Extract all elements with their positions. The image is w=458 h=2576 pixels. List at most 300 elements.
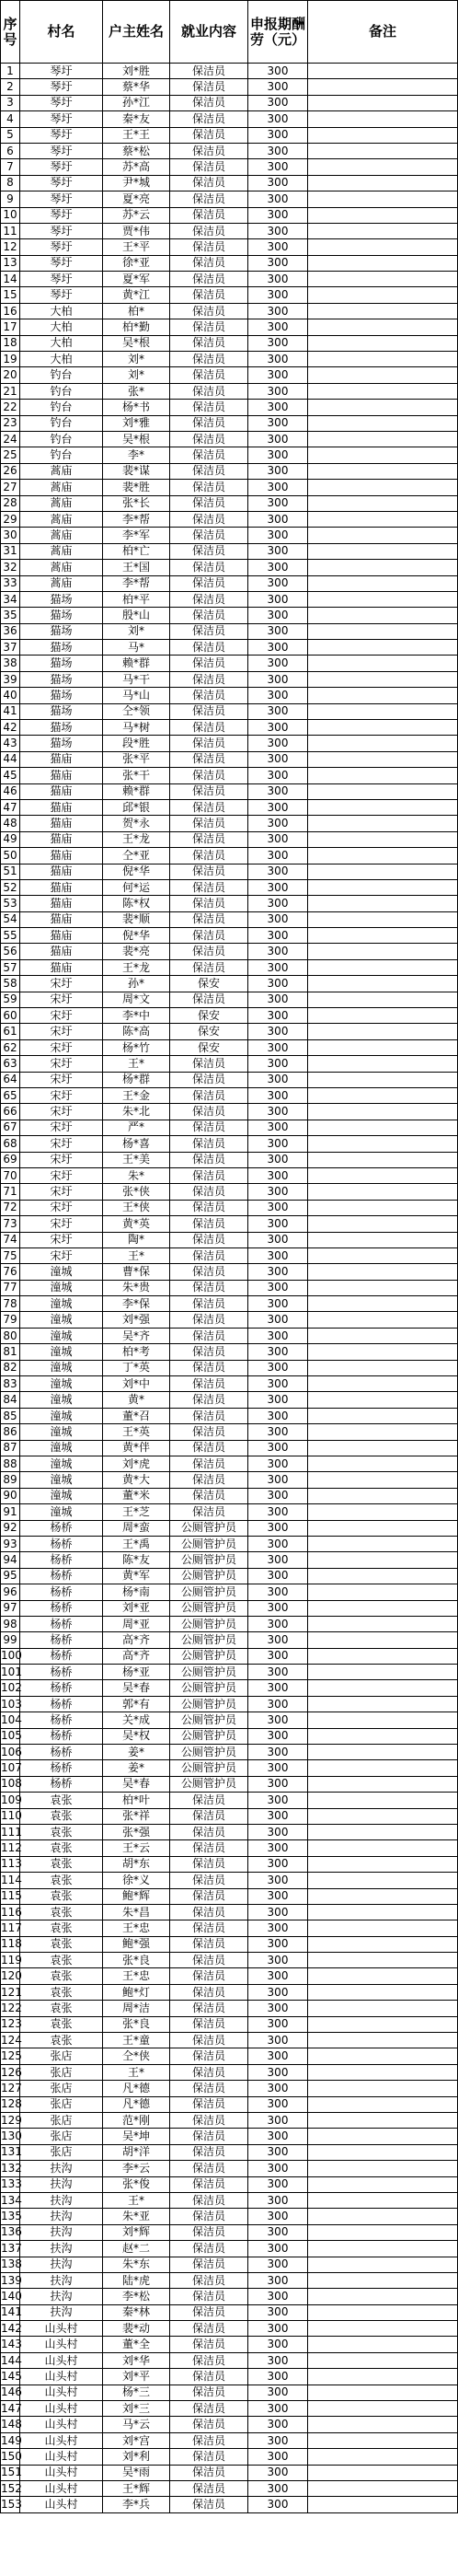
cell-householder: 夏*军 bbox=[103, 272, 170, 287]
table-row bbox=[1, 992, 458, 1007]
cell-village: 扶沟 bbox=[20, 2209, 103, 2224]
cell-householder: 邱*银 bbox=[103, 799, 170, 815]
table-row bbox=[1, 1968, 458, 1984]
cell-job: 保洁员 bbox=[170, 480, 248, 495]
cell-remark bbox=[308, 1808, 458, 1824]
cell-pay: 300 bbox=[248, 1568, 308, 1584]
table-row bbox=[1, 1167, 458, 1183]
cell-pay: 300 bbox=[248, 223, 308, 238]
cell-job: 保洁员 bbox=[170, 1247, 248, 1263]
cell-index: 128 bbox=[1, 2096, 20, 2112]
table-row bbox=[1, 1184, 458, 1200]
cell-index: 67 bbox=[1, 1120, 20, 1135]
cell-job: 保洁员 bbox=[170, 319, 248, 335]
cell-pay: 300 bbox=[248, 480, 308, 495]
cell-remark bbox=[308, 2257, 458, 2272]
cell-pay: 300 bbox=[248, 928, 308, 944]
table-row bbox=[1, 1808, 458, 1824]
cell-pay: 300 bbox=[248, 688, 308, 703]
cell-householder: 柏*平 bbox=[103, 591, 170, 607]
cell-index: 92 bbox=[1, 1520, 20, 1536]
cell-village: 扶沟 bbox=[20, 2289, 103, 2304]
cell-village: 猫场 bbox=[20, 608, 103, 623]
cell-pay: 300 bbox=[248, 255, 308, 271]
cell-remark bbox=[308, 400, 458, 415]
cell-village: 杨桥 bbox=[20, 1552, 103, 1568]
cell-pay: 300 bbox=[248, 1808, 308, 1824]
cell-job: 公厕管护员 bbox=[170, 1680, 248, 1696]
cell-householder: 段*胜 bbox=[103, 736, 170, 751]
cell-householder: 张* bbox=[103, 383, 170, 399]
cell-pay: 300 bbox=[248, 1456, 308, 1471]
cell-job: 保洁员 bbox=[170, 992, 248, 1007]
cell-pay: 300 bbox=[248, 495, 308, 511]
cell-householder: 马*树 bbox=[103, 720, 170, 736]
cell-job: 保洁员 bbox=[170, 560, 248, 575]
cell-householder: 张*良 bbox=[103, 1953, 170, 1968]
cell-index: 74 bbox=[1, 1232, 20, 1247]
cell-job: 保洁员 bbox=[170, 2385, 248, 2400]
table-row bbox=[1, 1504, 458, 1520]
cell-job: 保洁员 bbox=[170, 720, 248, 736]
cell-village: 蒿庙 bbox=[20, 543, 103, 559]
cell-remark bbox=[308, 1120, 458, 1135]
cell-index: 18 bbox=[1, 335, 20, 351]
cell-householder: 朱* bbox=[103, 1167, 170, 1183]
cell-pay: 300 bbox=[248, 335, 308, 351]
cell-village: 琴圩 bbox=[20, 143, 103, 158]
cell-village: 扶沟 bbox=[20, 2224, 103, 2240]
cell-village: 猫庙 bbox=[20, 928, 103, 944]
table-row bbox=[1, 1680, 458, 1696]
cell-index: 64 bbox=[1, 1072, 20, 1087]
cell-village: 杨桥 bbox=[20, 1600, 103, 1616]
cell-job: 保洁员 bbox=[170, 2480, 248, 2496]
cell-pay: 300 bbox=[248, 191, 308, 207]
cell-index: 141 bbox=[1, 2304, 20, 2320]
cell-village: 扶沟 bbox=[20, 2192, 103, 2208]
table-row bbox=[1, 608, 458, 623]
cell-job: 保洁员 bbox=[170, 1408, 248, 1423]
cell-village: 宋圩 bbox=[20, 1167, 103, 1183]
cell-job: 保洁员 bbox=[170, 736, 248, 751]
cell-village: 琴圩 bbox=[20, 191, 103, 207]
cell-job: 公厕管护员 bbox=[170, 1616, 248, 1631]
cell-village: 袁张 bbox=[20, 1920, 103, 1936]
cell-householder: 胡*洋 bbox=[103, 2144, 170, 2160]
cell-village: 琴圩 bbox=[20, 239, 103, 255]
table-row bbox=[1, 2033, 458, 2048]
cell-remark bbox=[308, 671, 458, 687]
cell-index: 112 bbox=[1, 1840, 20, 1856]
table-row bbox=[1, 1296, 458, 1312]
cell-pay: 300 bbox=[248, 1328, 308, 1343]
cell-index: 22 bbox=[1, 400, 20, 415]
cell-householder: 柏* bbox=[103, 303, 170, 319]
cell-index: 114 bbox=[1, 1873, 20, 1888]
cell-pay: 300 bbox=[248, 1552, 308, 1568]
cell-village: 山头村 bbox=[20, 2369, 103, 2385]
cell-job: 保洁员 bbox=[170, 303, 248, 319]
cell-job: 保洁员 bbox=[170, 831, 248, 847]
cell-householder: 黄*大 bbox=[103, 1472, 170, 1488]
cell-pay: 300 bbox=[248, 1600, 308, 1616]
cell-index: 113 bbox=[1, 1856, 20, 1872]
cell-job: 保洁员 bbox=[170, 928, 248, 944]
table-row bbox=[1, 976, 458, 992]
cell-householder: 高*齐 bbox=[103, 1632, 170, 1648]
table-row bbox=[1, 2465, 458, 2480]
cell-job: 保洁员 bbox=[170, 2096, 248, 2112]
cell-job: 保洁员 bbox=[170, 1808, 248, 1824]
cell-remark bbox=[308, 383, 458, 399]
cell-remark bbox=[308, 1504, 458, 1520]
cell-pay: 300 bbox=[248, 2465, 308, 2480]
cell-pay: 300 bbox=[248, 1953, 308, 1968]
cell-village: 琴圩 bbox=[20, 272, 103, 287]
cell-job: 保洁员 bbox=[170, 623, 248, 639]
cell-remark bbox=[308, 528, 458, 543]
cell-job: 保洁员 bbox=[170, 2289, 248, 2304]
table-row bbox=[1, 2272, 458, 2288]
cell-householder: 李*兵 bbox=[103, 2497, 170, 2512]
cell-householder: 凡*德 bbox=[103, 2081, 170, 2096]
table-row bbox=[1, 1056, 458, 1072]
cell-householder: 朱*贵 bbox=[103, 1280, 170, 1295]
table-row bbox=[1, 799, 458, 815]
cell-remark bbox=[308, 1793, 458, 1808]
cell-job: 保洁员 bbox=[170, 816, 248, 831]
cell-pay: 300 bbox=[248, 383, 308, 399]
cell-index: 76 bbox=[1, 1264, 20, 1280]
cell-job: 保洁员 bbox=[170, 2113, 248, 2129]
cell-job: 保洁员 bbox=[170, 431, 248, 447]
cell-pay: 300 bbox=[248, 1793, 308, 1808]
cell-job: 保洁员 bbox=[170, 959, 248, 975]
cell-index: 131 bbox=[1, 2144, 20, 2160]
cell-householder: 吴*齐 bbox=[103, 1328, 170, 1343]
cell-village: 琴圩 bbox=[20, 111, 103, 127]
table-row bbox=[1, 2385, 458, 2400]
table-row bbox=[1, 175, 458, 191]
cell-job: 保安 bbox=[170, 1008, 248, 1024]
cell-village: 猫场 bbox=[20, 671, 103, 687]
cell-index: 10 bbox=[1, 207, 20, 223]
cell-village: 张店 bbox=[20, 2113, 103, 2129]
cell-village: 大柏 bbox=[20, 352, 103, 367]
cell-householder: 王*国 bbox=[103, 560, 170, 575]
cell-village: 宋圩 bbox=[20, 1072, 103, 1087]
cell-pay: 300 bbox=[248, 2224, 308, 2240]
cell-remark bbox=[308, 2432, 458, 2448]
cell-pay: 300 bbox=[248, 2272, 308, 2288]
cell-village: 山头村 bbox=[20, 2337, 103, 2352]
cell-householder: 姜* bbox=[103, 1760, 170, 1776]
cell-job: 保洁员 bbox=[170, 1104, 248, 1120]
cell-remark bbox=[308, 511, 458, 527]
cell-pay: 300 bbox=[248, 463, 308, 479]
table-row bbox=[1, 1392, 458, 1408]
cell-village: 杨桥 bbox=[20, 1536, 103, 1551]
table-row bbox=[1, 159, 458, 175]
cell-village: 宋圩 bbox=[20, 1008, 103, 1024]
cell-householder: 刘* bbox=[103, 367, 170, 383]
cell-remark bbox=[308, 1856, 458, 1872]
cell-householder: 朱*亚 bbox=[103, 2209, 170, 2224]
cell-pay: 300 bbox=[248, 1584, 308, 1600]
cell-index: 133 bbox=[1, 2176, 20, 2192]
cell-remark bbox=[308, 640, 458, 656]
cell-job: 保洁员 bbox=[170, 335, 248, 351]
cell-village: 大柏 bbox=[20, 303, 103, 319]
cell-job: 公厕管护员 bbox=[170, 1776, 248, 1792]
cell-village: 杨桥 bbox=[20, 1665, 103, 1680]
cell-village: 山头村 bbox=[20, 2465, 103, 2480]
table-row bbox=[1, 319, 458, 335]
cell-pay: 300 bbox=[248, 95, 308, 110]
cell-village: 潼城 bbox=[20, 1440, 103, 1456]
table-row bbox=[1, 511, 458, 527]
cell-job: 保洁员 bbox=[170, 2417, 248, 2432]
cell-pay: 300 bbox=[248, 671, 308, 687]
cell-village: 猫庙 bbox=[20, 783, 103, 799]
cell-job: 保洁员 bbox=[170, 703, 248, 719]
cell-householder: 王*英 bbox=[103, 1424, 170, 1440]
cell-remark bbox=[308, 2417, 458, 2432]
cell-pay: 300 bbox=[248, 656, 308, 671]
cell-index: 98 bbox=[1, 1616, 20, 1631]
cell-job: 保洁员 bbox=[170, 2321, 248, 2337]
cell-remark bbox=[308, 1776, 458, 1792]
cell-index: 34 bbox=[1, 591, 20, 607]
cell-job: 保洁员 bbox=[170, 207, 248, 223]
cell-pay: 300 bbox=[248, 1232, 308, 1247]
cell-index: 58 bbox=[1, 976, 20, 992]
cell-pay: 300 bbox=[248, 2129, 308, 2144]
cell-village: 袁张 bbox=[20, 1856, 103, 1872]
table-row bbox=[1, 367, 458, 383]
cell-index: 30 bbox=[1, 528, 20, 543]
cell-index: 48 bbox=[1, 816, 20, 831]
table-row bbox=[1, 720, 458, 736]
cell-village: 宋圩 bbox=[20, 1152, 103, 1167]
cell-job: 保洁员 bbox=[170, 543, 248, 559]
table-row bbox=[1, 1568, 458, 1584]
cell-householder: 王* bbox=[103, 1056, 170, 1072]
cell-index: 125 bbox=[1, 2048, 20, 2064]
cell-remark bbox=[308, 2352, 458, 2368]
cell-index: 49 bbox=[1, 831, 20, 847]
cell-pay: 300 bbox=[248, 816, 308, 831]
table-row bbox=[1, 1665, 458, 1680]
cell-index: 63 bbox=[1, 1056, 20, 1072]
cell-index: 121 bbox=[1, 1984, 20, 2000]
cell-pay: 300 bbox=[248, 1472, 308, 1488]
table-row bbox=[1, 1728, 458, 1744]
cell-index: 59 bbox=[1, 992, 20, 1007]
cell-householder: 杨*三 bbox=[103, 2385, 170, 2400]
cell-job: 保洁员 bbox=[170, 2129, 248, 2144]
table-row bbox=[1, 1360, 458, 1375]
cell-job: 保洁员 bbox=[170, 2272, 248, 2288]
cell-householder: 陆*虎 bbox=[103, 2272, 170, 2288]
cell-index: 42 bbox=[1, 720, 20, 736]
cell-index: 124 bbox=[1, 2033, 20, 2048]
cell-index: 130 bbox=[1, 2129, 20, 2144]
cell-remark bbox=[308, 1665, 458, 1680]
cell-job: 保洁员 bbox=[170, 1200, 248, 1215]
cell-village: 钓台 bbox=[20, 431, 103, 447]
cell-job: 保洁员 bbox=[170, 383, 248, 399]
cell-remark bbox=[308, 1536, 458, 1551]
table-row bbox=[1, 2176, 458, 2192]
cell-pay: 300 bbox=[248, 1104, 308, 1120]
cell-remark bbox=[308, 1552, 458, 1568]
cell-remark bbox=[308, 1104, 458, 1120]
cell-village: 宋圩 bbox=[20, 1039, 103, 1055]
cell-remark bbox=[308, 1088, 458, 1104]
cell-pay: 300 bbox=[248, 1488, 308, 1503]
cell-householder: 李* bbox=[103, 447, 170, 463]
cell-pay: 300 bbox=[248, 1728, 308, 1744]
cell-householder: 张*平 bbox=[103, 751, 170, 767]
cell-index: 104 bbox=[1, 1712, 20, 1728]
cell-householder: 杨*竹 bbox=[103, 1039, 170, 1055]
cell-householder: 王*侠 bbox=[103, 1200, 170, 1215]
cell-index: 95 bbox=[1, 1568, 20, 1584]
cell-village: 宋圩 bbox=[20, 1104, 103, 1120]
cell-pay: 300 bbox=[248, 2417, 308, 2432]
table-row bbox=[1, 2480, 458, 2496]
cell-job: 保洁员 bbox=[170, 1904, 248, 1920]
cell-remark bbox=[308, 688, 458, 703]
cell-householder: 吴*根 bbox=[103, 335, 170, 351]
cell-village: 袁张 bbox=[20, 1793, 103, 1808]
cell-remark bbox=[308, 2209, 458, 2224]
cell-remark bbox=[308, 319, 458, 335]
cell-householder: 郭*有 bbox=[103, 1696, 170, 1712]
cell-village: 琴圩 bbox=[20, 287, 103, 303]
cell-village: 山头村 bbox=[20, 2449, 103, 2465]
cell-job: 保洁员 bbox=[170, 2352, 248, 2368]
cell-village: 宋圩 bbox=[20, 1232, 103, 1247]
cell-index: 38 bbox=[1, 656, 20, 671]
table-row bbox=[1, 335, 458, 351]
cell-job: 保洁员 bbox=[170, 1232, 248, 1247]
cell-householder: 王* bbox=[103, 1247, 170, 1263]
cell-remark bbox=[308, 1072, 458, 1087]
cell-index: 134 bbox=[1, 2192, 20, 2208]
cell-remark bbox=[308, 111, 458, 127]
cell-householder: 张*祥 bbox=[103, 1808, 170, 1824]
cell-index: 77 bbox=[1, 1280, 20, 1295]
cell-job: 保洁员 bbox=[170, 2257, 248, 2272]
cell-remark bbox=[308, 2337, 458, 2352]
table-row bbox=[1, 1536, 458, 1551]
cell-pay: 300 bbox=[248, 1120, 308, 1135]
cell-remark bbox=[308, 1904, 458, 1920]
cell-pay: 300 bbox=[248, 1856, 308, 1872]
cell-pay: 300 bbox=[248, 783, 308, 799]
cell-pay: 300 bbox=[248, 751, 308, 767]
cell-pay: 300 bbox=[248, 1873, 308, 1888]
cell-remark bbox=[308, 959, 458, 975]
cell-remark bbox=[308, 1152, 458, 1167]
cell-village: 杨桥 bbox=[20, 1760, 103, 1776]
cell-pay: 300 bbox=[248, 1008, 308, 1024]
cell-pay: 300 bbox=[248, 2033, 308, 2048]
cell-village: 琴圩 bbox=[20, 159, 103, 175]
cell-remark bbox=[308, 703, 458, 719]
cell-index: 90 bbox=[1, 1488, 20, 1503]
cell-job: 保洁员 bbox=[170, 879, 248, 895]
cell-remark bbox=[308, 175, 458, 191]
cell-index: 91 bbox=[1, 1504, 20, 1520]
cell-job: 保洁员 bbox=[170, 2016, 248, 2032]
cell-job: 保洁员 bbox=[170, 1824, 248, 1839]
cell-pay: 300 bbox=[248, 2401, 308, 2417]
cell-index: 119 bbox=[1, 1953, 20, 1968]
cell-householder: 周*文 bbox=[103, 992, 170, 1007]
cell-remark bbox=[308, 944, 458, 959]
cell-pay: 300 bbox=[248, 1392, 308, 1408]
cell-index: 117 bbox=[1, 1920, 20, 1936]
cell-index: 84 bbox=[1, 1392, 20, 1408]
cell-index: 142 bbox=[1, 2321, 20, 2337]
cell-index: 69 bbox=[1, 1152, 20, 1167]
table-row bbox=[1, 1984, 458, 2000]
cell-village: 杨桥 bbox=[20, 1584, 103, 1600]
cell-job: 保洁员 bbox=[170, 783, 248, 799]
cell-householder: 陈*友 bbox=[103, 1552, 170, 1568]
cell-householder: 朱*北 bbox=[103, 1104, 170, 1120]
cell-householder: 黄* bbox=[103, 1392, 170, 1408]
cell-village: 宋圩 bbox=[20, 1184, 103, 1200]
cell-pay: 300 bbox=[248, 2016, 308, 2032]
cell-pay: 300 bbox=[248, 1312, 308, 1328]
cell-village: 琴圩 bbox=[20, 255, 103, 271]
cell-job: 保洁员 bbox=[170, 1793, 248, 1808]
table-row bbox=[1, 2209, 458, 2224]
cell-remark bbox=[308, 879, 458, 895]
cell-index: 151 bbox=[1, 2465, 20, 2480]
cell-householder: 杨*群 bbox=[103, 1072, 170, 1087]
cell-job: 保洁员 bbox=[170, 79, 248, 95]
cell-job: 保洁员 bbox=[170, 2144, 248, 2160]
cell-remark bbox=[308, 2241, 458, 2257]
cell-village: 猫场 bbox=[20, 656, 103, 671]
cell-pay: 300 bbox=[248, 2176, 308, 2192]
cell-job: 公厕管护员 bbox=[170, 1728, 248, 1744]
cell-pay: 300 bbox=[248, 1776, 308, 1792]
cell-householder: 张*俊 bbox=[103, 2176, 170, 2192]
cell-job: 保洁员 bbox=[170, 671, 248, 687]
cell-pay: 300 bbox=[248, 1167, 308, 1183]
cell-remark bbox=[308, 1280, 458, 1295]
cell-pay: 300 bbox=[248, 1440, 308, 1456]
cell-pay: 300 bbox=[248, 1520, 308, 1536]
cell-householder: 曹*保 bbox=[103, 1264, 170, 1280]
table-row bbox=[1, 1520, 458, 1536]
cell-index: 26 bbox=[1, 463, 20, 479]
cell-job: 保洁员 bbox=[170, 1360, 248, 1375]
cell-village: 潼城 bbox=[20, 1472, 103, 1488]
cell-pay: 300 bbox=[248, 2369, 308, 2385]
cell-job: 保洁员 bbox=[170, 400, 248, 415]
cell-index: 70 bbox=[1, 1167, 20, 1183]
cell-job: 保洁员 bbox=[170, 864, 248, 879]
cell-householder: 杨*南 bbox=[103, 1584, 170, 1600]
